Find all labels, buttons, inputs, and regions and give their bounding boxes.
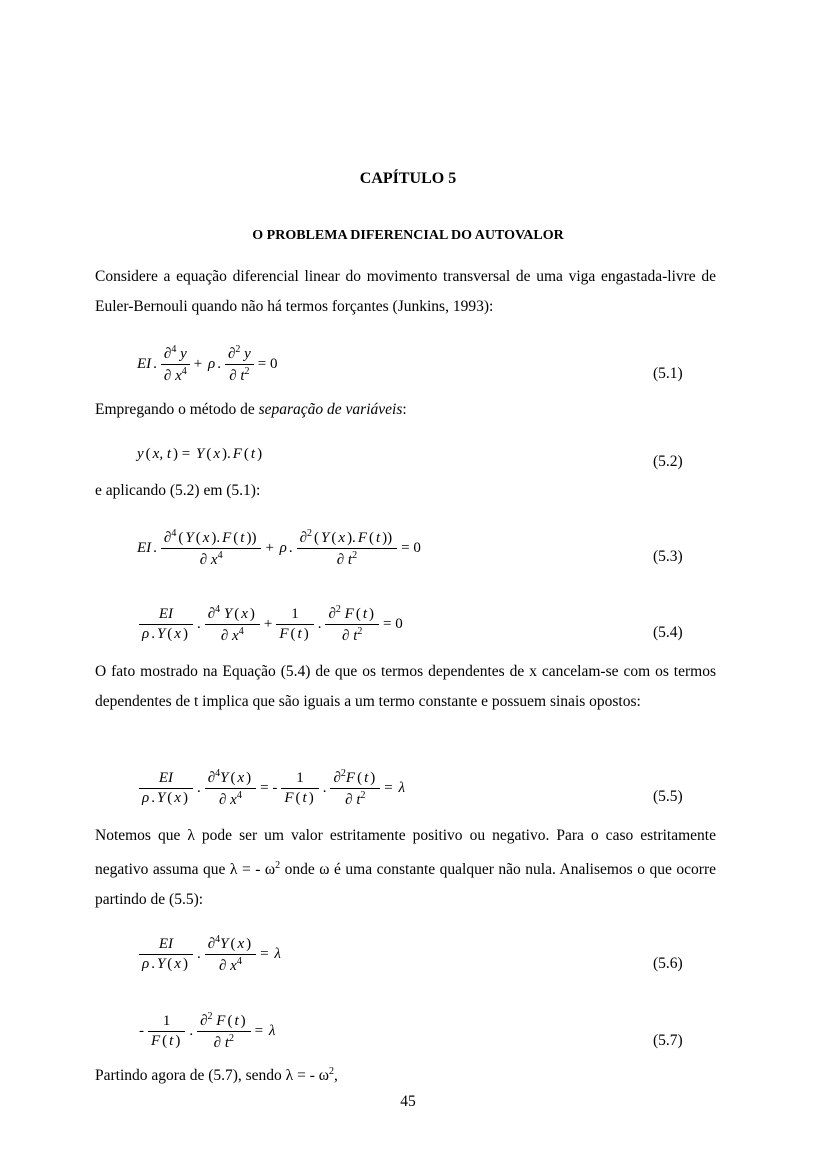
equation-number-5-6: (5.6) — [653, 955, 683, 972]
paragraph-lambda-superscript: 2 — [275, 860, 281, 871]
paragraph-separation — [95, 401, 407, 419]
paragraph-separation-suffix: : — [402, 401, 407, 418]
equation-number-5-3: (5.3) — [653, 548, 683, 565]
equation-5-3: EI . $\frac{\partial^4 ( Y ( x ). F ( t ))}{\partial x^4}$ + ρ . $\frac{\partial^2 ( Y ( x ). F ( t ))}{\partial t^2}$ = 0 — [137, 528, 421, 568]
paragraph-separation-prefix: Empregando o método de — [95, 401, 259, 418]
separation-of-variables-term: separação de variáveis — [258, 401, 403, 418]
paragraph-lambda — [95, 821, 716, 915]
chapter-title: CAPÍTULO 5 — [359, 170, 457, 187]
equation-number-5-4: (5.4) — [653, 624, 683, 641]
equation-5-5: $\frac{EI}{\rho . Y ( x )}$ . $\frac{\partial^4Y ( x )}{\partial x^4}$ = - $\frac{1}{F ( t )}$ . $\frac{\partial^2F ( t )}{\partial t^2}$ = λ — [137, 768, 405, 809]
equation-5-4: $\frac{EI}{\rho . Y ( x )}$ . $\frac{\partial^4 Y ( x )}{\partial x^4}$ + $\frac{1}{F ( t )}$ . $\frac{\partial^2 F ( t )}{\partial t^2}$ = 0 — [137, 604, 405, 645]
paragraph-intro: Considere a equação diferencial linear do movimento transversal de uma viga engastada-livre de Euler-Bernouli quando não há termos forçantes (Junkins, 1993): — [95, 268, 716, 315]
equation-number-5-7: (5.7) — [653, 1032, 683, 1049]
equation-5-1: EI . $\frac{\partial^4 y}{\partial x^4}$ + ρ . $\frac{\partial^2 y}{\partial t^2}$ = 0 — [137, 344, 278, 384]
equation-number-5-1: (5.1) — [653, 365, 683, 382]
paragraph-starting-text-a: Partindo agora de (5.7), sendo λ = - ω — [95, 1067, 329, 1085]
equation-5-2: y ( x, t ) = Y ( x ). F ( t ) — [137, 446, 263, 462]
equation-5-7: - $\frac{1}{F ( t )}$ . $\frac{\partial^2 F ( t )}{\partial t^2}$ = λ — [139, 1011, 276, 1051]
paragraph-starting-superscript: 2 — [328, 1066, 334, 1077]
paragraph-starting — [95, 1066, 338, 1085]
paragraph-lambda-text-a: Notemos que λ pode ser um valor estritamente positivo ou negativo. Para o caso estritamente negativo assuma que λ = - ω — [95, 827, 716, 879]
equation-number-5-2: (5.2) — [653, 453, 683, 470]
paragraph-lambda-text-b: onde ω é uma constante qualquer não nula. Analisemos o que ocorre partindo de (5.5): — [95, 861, 716, 909]
equation-5-6: $\frac{EI}{\rho . Y ( x )}$ . $\frac{\partial^4Y ( x )}{\partial x^4}$ = λ — [137, 934, 281, 975]
equation-number-5-5: (5.5) — [653, 788, 683, 805]
paragraph-starting-text-b: , — [333, 1067, 338, 1085]
paragraph-applying: e aplicando (5.2) em (5.1): — [95, 482, 261, 499]
page-number: 45 — [400, 1093, 416, 1110]
paragraph-observation: O fato mostrado na Equação (5.4) de que os termos dependentes de x cancelam-se com os termos dependentes de t implica que são iguais a um termo constante e possuem sinais opostos: — [95, 663, 716, 710]
section-title: O PROBLEMA DIFERENCIAL DO AUTOVALOR — [252, 228, 564, 243]
